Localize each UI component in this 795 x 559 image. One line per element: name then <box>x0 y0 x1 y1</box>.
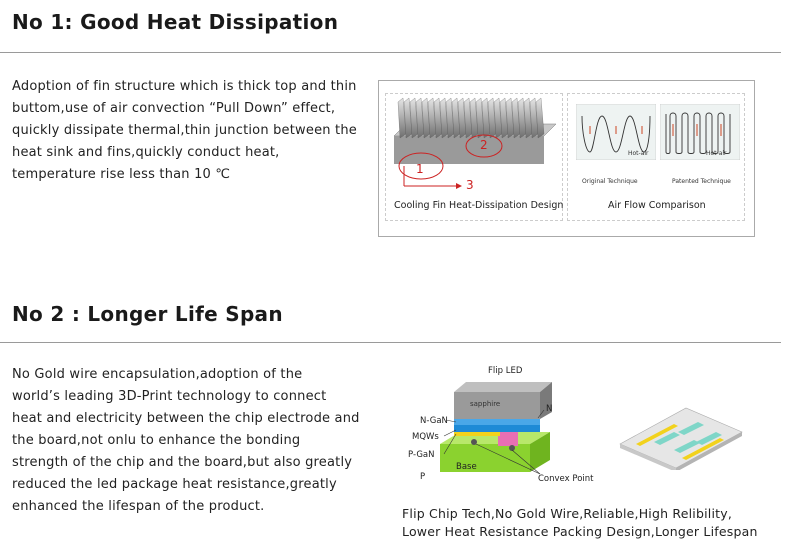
paragraph-line: temperature rise less than 10 ℃ <box>12 167 231 182</box>
flip-led-diagram <box>400 362 610 492</box>
hot-air-label-left: Hot-air <box>628 150 649 157</box>
p-label: P <box>420 472 426 482</box>
paragraph-line: No Gold wire encapsulation,adoption of the <box>12 367 303 382</box>
paragraph-line: world’s leading 3D-Print technology to connect <box>12 389 327 404</box>
section2-heading: No 2 : Longer Life Span <box>12 302 283 326</box>
paragraph-line: heat sink and fins,quickly conduct heat, <box>12 145 280 160</box>
paragraph-line: strength of the chip and the board,but also greatly <box>12 455 353 470</box>
paragraph-line: heat and electricity between the chip electrode and <box>12 411 360 426</box>
paragraph-line: the board,not onlu to enhance the bonding <box>12 433 301 448</box>
chip-board-illustration <box>616 404 746 470</box>
patented-technique-illustration <box>660 104 740 160</box>
section2-divider <box>0 342 781 343</box>
flip-led-title: Flip LED <box>488 366 523 376</box>
cooling-fin-panel <box>385 93 563 221</box>
paragraph-line: reduced the led package heat resistance,greatly <box>12 477 337 492</box>
section1-divider <box>0 52 781 53</box>
flip-led-illustration <box>400 362 610 492</box>
paragraph-line: quickly dissipate thermal,thin junction between the <box>12 123 357 138</box>
air-flow-caption: Air Flow Comparison <box>608 200 706 211</box>
convex-point-label: Convex Point <box>538 474 594 484</box>
paragraph-line: Adoption of fin structure which is thick top and thin <box>12 79 357 94</box>
section1-paragraph <box>12 76 357 186</box>
p-gan-label: P-GaN <box>408 450 435 460</box>
section1-heading: No 1: Good Heat Dissipation <box>12 10 339 34</box>
paragraph-line: buttom,use of air convection “Pull Down” effect, <box>12 101 336 116</box>
marker-3: 3 <box>466 178 474 192</box>
cooling-fin-caption: Cooling Fin Heat-Dissipation Design <box>394 200 564 211</box>
hot-air-label-right: Hot-air <box>706 150 727 157</box>
sapphire-label: sapphire <box>470 400 501 408</box>
base-label: Base <box>456 462 477 472</box>
mqws-label: MQWs <box>412 432 439 442</box>
heat-dissipation-figure <box>378 80 755 237</box>
flip-chip-caption <box>402 505 758 541</box>
original-technique-label: Original Technique <box>582 178 638 185</box>
heat-sink-illustration <box>386 94 562 194</box>
caption-line: Flip Chip Tech,No Gold Wire,Reliable,High Relibility, <box>402 506 732 521</box>
n-gan-label: N-GaN <box>420 416 448 426</box>
paragraph-line: enhanced the lifespan of the product. <box>12 499 265 514</box>
n-label: N <box>546 404 553 414</box>
marker-1: 1 <box>416 162 424 176</box>
air-flow-panel <box>567 93 745 221</box>
section2-paragraph <box>12 364 360 518</box>
caption-line: Lower Heat Resistance Packing Design,Longer Lifespan <box>402 524 758 539</box>
patented-technique-label: Patented Technique <box>672 178 731 185</box>
marker-2: 2 <box>480 138 488 152</box>
